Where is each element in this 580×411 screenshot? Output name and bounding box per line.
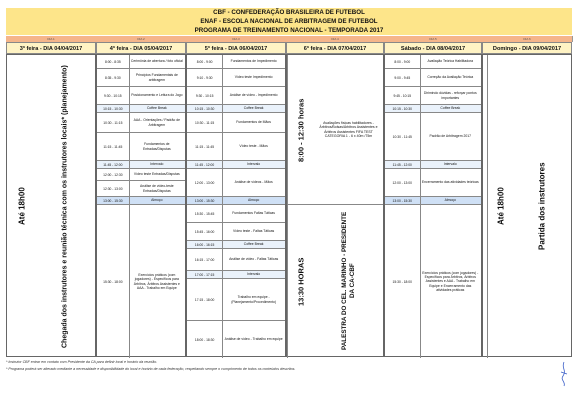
schedule-slot: 16:15 - 17:00 Análise de vídeo - Faltas Táticas xyxy=(187,249,285,271)
wednesday-column xyxy=(96,54,186,357)
day-bar-3: DIA 3 xyxy=(186,36,287,42)
day-bar-6: DIA 6 xyxy=(482,36,573,42)
day-header-saturday: Sábado - DIA 08/04/2017 xyxy=(384,42,482,54)
friday-afternoon-block xyxy=(287,205,383,358)
tuesday-time: Até 18h00 xyxy=(17,187,27,226)
schedule-slot: 11:15 - 11:45 Fundamentos de Entradas/Disputas xyxy=(97,133,185,161)
schedule-slot-interval: 11:45 - 12:00 Intervalo xyxy=(97,161,185,169)
schedule-slot: 9:30 - 10:15 Análise de vídeo - Impedimento xyxy=(187,87,285,105)
schedule-slot: 12:00 - 13:00 Análise de vídeos - Mãos xyxy=(187,169,285,197)
schedule-slot: 12:00 - 13:00 Encerramento das atividades teóricas xyxy=(385,169,481,197)
day-bar-2: DIA 2 xyxy=(96,36,187,42)
schedule-slot: 12:30 - 13:00 Análise de vídeo-teste Entradas/Disputas xyxy=(97,181,185,197)
tuesday-column xyxy=(6,54,96,357)
handwritten-signature xyxy=(558,360,570,388)
day-bar-4: DIA 4 xyxy=(286,36,385,42)
friday-afternoon-activity: PALESTRA DO CEL. MARINHO - PRESIDENTE DA CA-CBF xyxy=(341,211,356,351)
schedule-slot: 15:30 - 15:45 Fundamentos Faltas Táticas xyxy=(187,205,285,223)
schedule-slot: 8:00 - 8:35 Cerimônia de abertura / foto oficial xyxy=(97,55,185,69)
schedule-slot-lunch: 13:00 - 15:30 Almoço xyxy=(97,197,185,205)
friday-morning-activity: Avaliações físicas habilitadores - Árbitros/Bolsas/Árbitros Assistentes e Árbitros Assistentes FIFA TEST CATEGORIA 1 - 6 x 40m /75m xyxy=(319,120,378,138)
friday-afternoon-time: 13:30 HORAS xyxy=(287,205,314,358)
schedule-slot: 9:00 - 9:45 Correção da Avaliação Teórica xyxy=(385,69,481,87)
schedule-slot: 10:30 - 11:15 AAA - Orientações / Padrão de Arbitragem xyxy=(97,113,185,133)
schedule-slot: 10:30 - 11:15 Fundamentos de Mãos xyxy=(187,113,285,133)
schedule-slot-break: 10:15 - 10:30 Coffee Break xyxy=(385,105,481,113)
schedule-slot-lunch: 13:00 - 15:30 Almoço xyxy=(187,197,285,205)
day-header-wednesday: 4ª feira - DIA 05/04/2017 xyxy=(96,42,186,54)
sunday-activity: Partida dos instrutores xyxy=(537,162,547,251)
schedule-slot: 17:15 - 18:00 Trabalho em equipe - (Planejamento/Procedimento) xyxy=(187,279,285,321)
footnote-1: * Instrutor CBF entrar em contato com Presidente da CA para definir local e horário da reunião. xyxy=(6,360,158,364)
friday-column xyxy=(286,54,384,357)
sunday-column xyxy=(482,54,572,357)
day-header-thursday: 5ª feira - DIA 06/04/2017 xyxy=(186,42,286,54)
schedule-slot: 15:30 - 18:00 Exercícios práticos (com jogadores) - Específicos para Árbitros, Árbitros Assistentes e AAA - Trabalho em Equipe e Encerramento das atividades práticas xyxy=(385,205,481,358)
header-program: PROGRAMA DE TREINAMENTO NACIONAL - TEMPORADA 2017 xyxy=(6,26,572,35)
footnote-2: * Programa poderá ser alterado mediante a necessidade e disponibilidade do local e horário de cada federação, respeitando sempre o cumprimento de todos os conteúdos descritos. xyxy=(6,367,296,371)
thursday-column xyxy=(186,54,286,357)
saturday-column xyxy=(384,54,482,357)
day-header-friday: 6ª feira - DIA 07/04/2017 xyxy=(286,42,384,54)
friday-morning-block xyxy=(287,55,383,205)
schedule-slot: 10:30 - 11:45 Padrão de Arbitragem 2017 xyxy=(385,113,481,161)
schedule-slot: 9:10 - 9:30 Vídeo teste Impedimento xyxy=(187,69,285,87)
header-enaf: ENAF - ESCOLA NACIONAL DE ARBITRAGEM DE FUTEBOL xyxy=(6,17,572,26)
schedule-slot: 11:15 - 11:45 Vídeo teste - Mãos xyxy=(187,133,285,161)
schedule-slot: 9:30 - 10:15 Posicionamento e Leitura do Jogo xyxy=(97,87,185,105)
header-cbf: CBF - CONFEDERAÇÃO BRASILEIRA DE FUTEBOL xyxy=(6,8,572,17)
schedule-slot-lunch: 13:00 - 15:30 Almoço xyxy=(385,197,481,205)
schedule-slot-interval: 17:00 - 17:15 Intervalo xyxy=(187,271,285,279)
schedule-page xyxy=(6,8,572,403)
sunday-time: Até 18h00 xyxy=(487,55,514,358)
day-header-tuesday: 3ª feira - DIA 04/04/2017 xyxy=(6,42,96,54)
friday-morning-time: 8:00 - 12:30 horas xyxy=(287,55,314,205)
schedule-slot: 15:30 - 18:00 Exercícios práticos (com jogadores) - Específicos para Árbitros, Árbitros Assistentes e AAA - Trabalho em Equipe xyxy=(97,205,185,358)
schedule-slot-break: 16:00 - 16:15 Coffee Break xyxy=(187,241,285,249)
schedule-slot: 8:00 - 9:00 Avaliação Teórica Habilitadora xyxy=(385,55,481,69)
schedule-slot: 9:45 - 10:15 Dirimindo dúvidas - reforçar pontos importantes xyxy=(385,87,481,105)
schedule-slot: 12:00 - 12:30 Vídeo teste Entradas/Disputas xyxy=(97,169,185,181)
schedule-slot: 8:00 - 9:00 Fundamentos de Impedimento xyxy=(187,55,285,69)
schedule-slot-break: 10:15 - 10:30 Coffee Break xyxy=(187,105,285,113)
schedule-slot: 8:35 - 9:30 Princípios Fundamentais de arbitragem xyxy=(97,69,185,87)
schedule-slot: 18:00 - 18:30 Análise de vídeo - Trabalho em equipe xyxy=(187,321,285,358)
schedule-slot-break: 10:15 - 10:30 Coffee Break xyxy=(97,105,185,113)
schedule-slot-interval: 11:45 - 12:00 Intervalo xyxy=(187,161,285,169)
schedule-slot-interval: 11:45 - 12:00 Intervalo xyxy=(385,161,481,169)
day-bar-1: DIA 1 xyxy=(6,36,97,42)
schedule-slot: 15:45 - 16:00 Vídeo teste - Faltas Táticas xyxy=(187,223,285,241)
day-bar-5: DIA 5 xyxy=(384,36,483,42)
tuesday-activity: Chegada dos instrutores e reunião técnica com os instrutores locais* (planejamento) xyxy=(61,65,69,348)
day-header-sunday: Domingo - DIA 09/04/2017 xyxy=(482,42,572,54)
